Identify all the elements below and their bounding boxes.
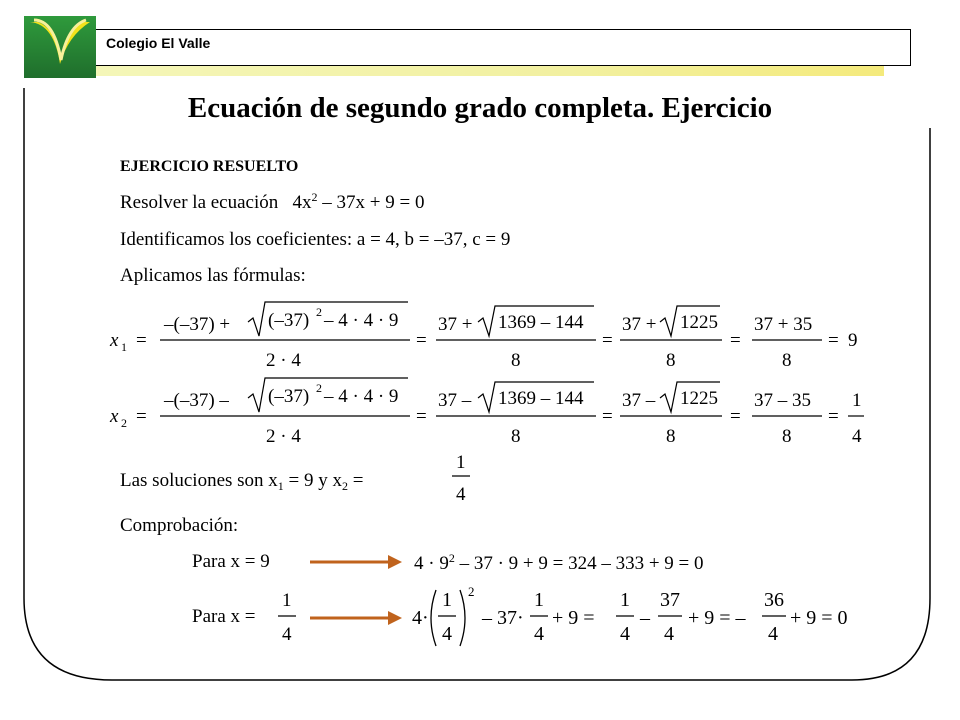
statement — [120, 190, 424, 214]
check1-label: Para x = 9 — [192, 551, 270, 572]
equation-rest: – 37x + 9 = 0 — [317, 192, 425, 213]
solution-2-sub: 2 — [342, 479, 349, 493]
formula-x2 — [108, 372, 868, 448]
coefficients-line: Identificamos los coeficientes: a = 4, b = –37, c = 9 — [120, 229, 511, 250]
x2-res-den: 4 — [852, 426, 862, 447]
x2-f3-rad: 1225 — [680, 388, 718, 409]
x2-f3-den: 8 — [666, 426, 676, 447]
solution-1-sub: 1 — [277, 479, 284, 493]
x1-f4-den: 8 — [782, 350, 792, 371]
x2-res-num: 1 — [852, 390, 862, 411]
c2-tail: + 9 = 0 — [790, 607, 848, 629]
solutions-line — [120, 470, 363, 494]
c2-mid-num: 1 — [534, 589, 544, 611]
solutions-prefix: Las soluciones son x — [120, 470, 278, 491]
x1-var: x — [110, 330, 119, 351]
x2-f4-num: 37 – 35 — [754, 390, 811, 411]
c2-mid-den: 4 — [534, 623, 544, 645]
c2-t2-den: 4 — [664, 623, 674, 645]
exercise-heading: EJERCICIO RESUELTO — [120, 158, 299, 175]
x1-f2-num: 37 + — [438, 314, 473, 335]
sol-frac-num: 1 — [456, 452, 466, 473]
x2-f1-exp: 2 — [316, 381, 322, 395]
statement-prefix: Resolver la ecuación — [120, 192, 279, 213]
x1-f1-rad: (–37) — [268, 310, 310, 331]
c2-t2-num: 37 — [660, 589, 680, 611]
svg-text:=: = — [602, 330, 613, 351]
c2-t1-den: 4 — [620, 623, 630, 645]
x1-f1-exp: 2 — [316, 305, 322, 319]
x2-f3-num: 37 – — [622, 390, 656, 411]
x1-f3-rad: 1225 — [680, 312, 718, 333]
svg-text:=: = — [416, 406, 427, 427]
check1-exp: 2 — [448, 551, 455, 565]
check2-label-fraction — [274, 584, 304, 648]
c2-lead: 4· — [412, 607, 429, 629]
solution-fraction — [448, 446, 478, 506]
x1-f2-den: 8 — [511, 350, 521, 371]
x1-f1-den: 2 · 4 — [266, 350, 301, 371]
c2-frac-num: 1 — [442, 589, 452, 611]
svg-text:=: = — [416, 330, 427, 351]
equation-exp: 2 — [311, 190, 318, 204]
x1-f3-num: 37 + — [622, 314, 657, 335]
svg-text:=: = — [828, 330, 839, 351]
c2-t1-num: 1 — [620, 589, 630, 611]
svg-text:=: = — [730, 330, 741, 351]
check-label: Comprobación: — [120, 515, 239, 536]
c2-t2: – — [640, 607, 650, 629]
check1-result — [414, 551, 704, 575]
x1-sub: 1 — [121, 340, 127, 354]
page-title: Ecuación de segundo grado completa. Ejercicio — [187, 92, 773, 124]
x1-f2-rad: 1369 – 144 — [498, 312, 584, 333]
svg-text:=: = — [136, 330, 147, 351]
svg-text:=: = — [828, 406, 839, 427]
x2-var: x — [110, 406, 119, 427]
header-accent-bar — [96, 66, 884, 76]
c2-t3-num: 36 — [764, 589, 784, 611]
c2-t3: + 9 = – — [688, 607, 746, 629]
c2-plus9: + 9 = — [552, 607, 595, 629]
x1-f1-radb: – 4 · 4 · 9 — [324, 310, 399, 331]
x2-f1-den: 2 · 4 — [266, 426, 301, 447]
x1-f3-den: 8 — [666, 350, 676, 371]
x2-sub: 2 — [121, 416, 127, 430]
sol-frac-den: 4 — [456, 484, 466, 505]
x2-f2-num: 37 – — [438, 390, 472, 411]
check1-a: 4 · 9 — [414, 553, 449, 574]
x1-result: 9 — [848, 330, 858, 351]
x2-f2-den: 8 — [511, 426, 521, 447]
x2-f1-num: –(–37) – — [164, 390, 229, 411]
arrow-icon — [308, 550, 404, 574]
check2-label: Para x = — [192, 606, 256, 627]
school-logo — [24, 16, 96, 78]
x2-f1-radb: – 4 · 4 · 9 — [324, 386, 399, 407]
equation-a: 4x — [292, 192, 312, 213]
formula-x1 — [108, 296, 868, 372]
check2-den: 4 — [282, 624, 292, 645]
check2-num: 1 — [282, 590, 292, 611]
x1-f4-num: 37 + 35 — [754, 314, 813, 335]
solutions-mid: = 9 y x — [283, 470, 343, 491]
check1-b: – 37 · 9 + 9 = 324 – 333 + 9 = 0 — [454, 553, 704, 574]
header-bar — [96, 29, 911, 66]
x2-f2-rad: 1369 – 144 — [498, 388, 584, 409]
svg-text:=: = — [730, 406, 741, 427]
school-name: Colegio El Valle — [106, 35, 211, 51]
c2-exp: 2 — [468, 584, 475, 599]
solutions-tail: = — [348, 470, 364, 491]
c2-t3-den: 4 — [768, 623, 778, 645]
x1-f1-num: –(–37) + — [164, 314, 231, 335]
c2-mid: – 37· — [482, 607, 524, 629]
x2-f1-rad: (–37) — [268, 386, 310, 407]
x2-f4-den: 8 — [782, 426, 792, 447]
svg-text:=: = — [602, 406, 613, 427]
c2-frac-den: 4 — [442, 623, 452, 645]
arrow-icon — [308, 606, 404, 630]
check2-expression — [410, 580, 860, 654]
apply-formulas: Aplicamos las fórmulas: — [120, 265, 306, 286]
svg-text:=: = — [136, 406, 147, 427]
